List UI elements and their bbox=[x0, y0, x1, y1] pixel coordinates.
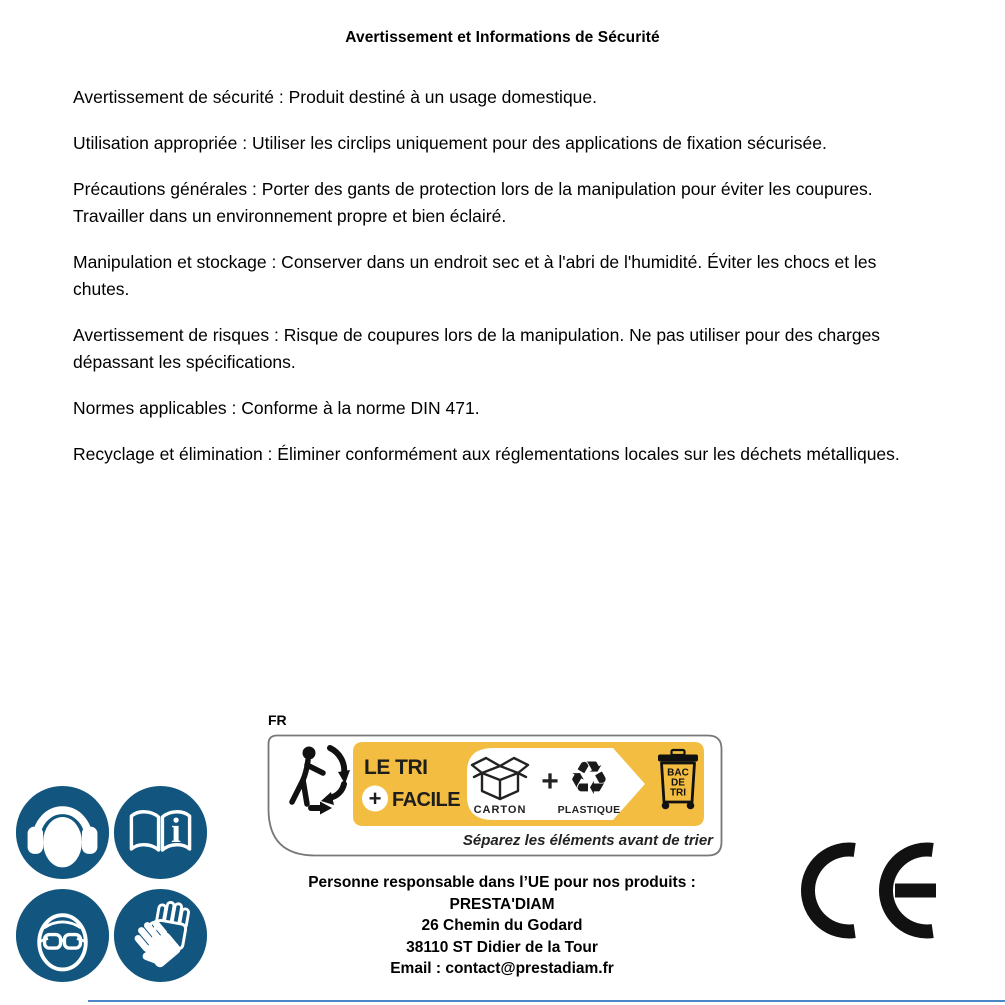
read-manual-icon bbox=[112, 784, 209, 881]
paragraph-appropriate-use: Utilisation appropriée : Utiliser les circlips uniquement pour des applications de fixation sécurisée. bbox=[73, 133, 827, 153]
responsible-intro: Personne responsable dans l’UE pour nos produits : bbox=[308, 874, 696, 891]
sorting-instruction: Séparez les éléments avant de trier bbox=[462, 832, 713, 849]
safety-paragraphs bbox=[73, 84, 911, 487]
page-title: Avertissement et Informations de Sécurité bbox=[345, 29, 660, 46]
ear-protection-icon bbox=[14, 784, 111, 881]
bin-text-de: DE bbox=[671, 777, 685, 789]
paragraph-risk-warning: Avertissement de risques : Risque de coupures lors de la manipulation. Ne pas utiliser pour des charges dépassant les spécifications. bbox=[73, 325, 881, 372]
address-city: 38110 ST Didier de la Tour bbox=[406, 938, 598, 956]
plastic-recycling-icon: ♻ bbox=[568, 751, 610, 805]
info-tri-recycling-label bbox=[267, 734, 723, 858]
materials-plus-separator: + bbox=[541, 765, 559, 798]
eye-protection-icon bbox=[14, 887, 111, 984]
contact-email: Email : contact@prestadiam.fr bbox=[390, 960, 614, 978]
bottom-rule-line bbox=[88, 1000, 1005, 1002]
bin-text-tri: TRI bbox=[669, 787, 687, 799]
country-code-label: FR bbox=[268, 712, 287, 728]
bin-text-bac: BAC bbox=[667, 767, 689, 779]
company-name: PRESTA'DIAM bbox=[449, 895, 555, 913]
paragraph-recycling: Recyclage et élimination : Éliminer conformément aux réglementations locales sur les déchets métalliques. bbox=[73, 444, 900, 464]
paragraph-handling-storage: Manipulation et stockage : Conserver dans un endroit sec et à l'abri de l'humidité. Éviter les chocs et les chutes. bbox=[73, 252, 877, 299]
tri-text-line1: LE TRI bbox=[364, 756, 428, 779]
tri-text-line2: FACILE bbox=[392, 789, 461, 811]
address-street: 26 Chemin du Godard bbox=[421, 917, 583, 935]
ce-marking-icon bbox=[799, 842, 937, 939]
material-plastique-label: PLASTIQUE bbox=[557, 804, 621, 816]
manual-i-letter: i bbox=[171, 811, 181, 851]
paragraph-standards: Normes applicables : Conforme à la norme DIN 471. bbox=[73, 398, 480, 418]
responsible-person-block bbox=[262, 872, 742, 980]
mandatory-safety-icons bbox=[13, 783, 211, 985]
tri-plus-sign: + bbox=[368, 786, 382, 811]
material-carton-label: CARTON bbox=[473, 804, 527, 816]
protective-gloves-icon bbox=[112, 887, 209, 984]
paragraph-safety-warning: Avertissement de sécurité : Produit destiné à un usage domestique. bbox=[73, 87, 598, 107]
paragraph-general-precautions: Précautions générales : Porter des gants de protection lors de la manipulation pour éviter les coupures. Travailler dans un environnement propre et bien éclairé. bbox=[73, 179, 873, 226]
